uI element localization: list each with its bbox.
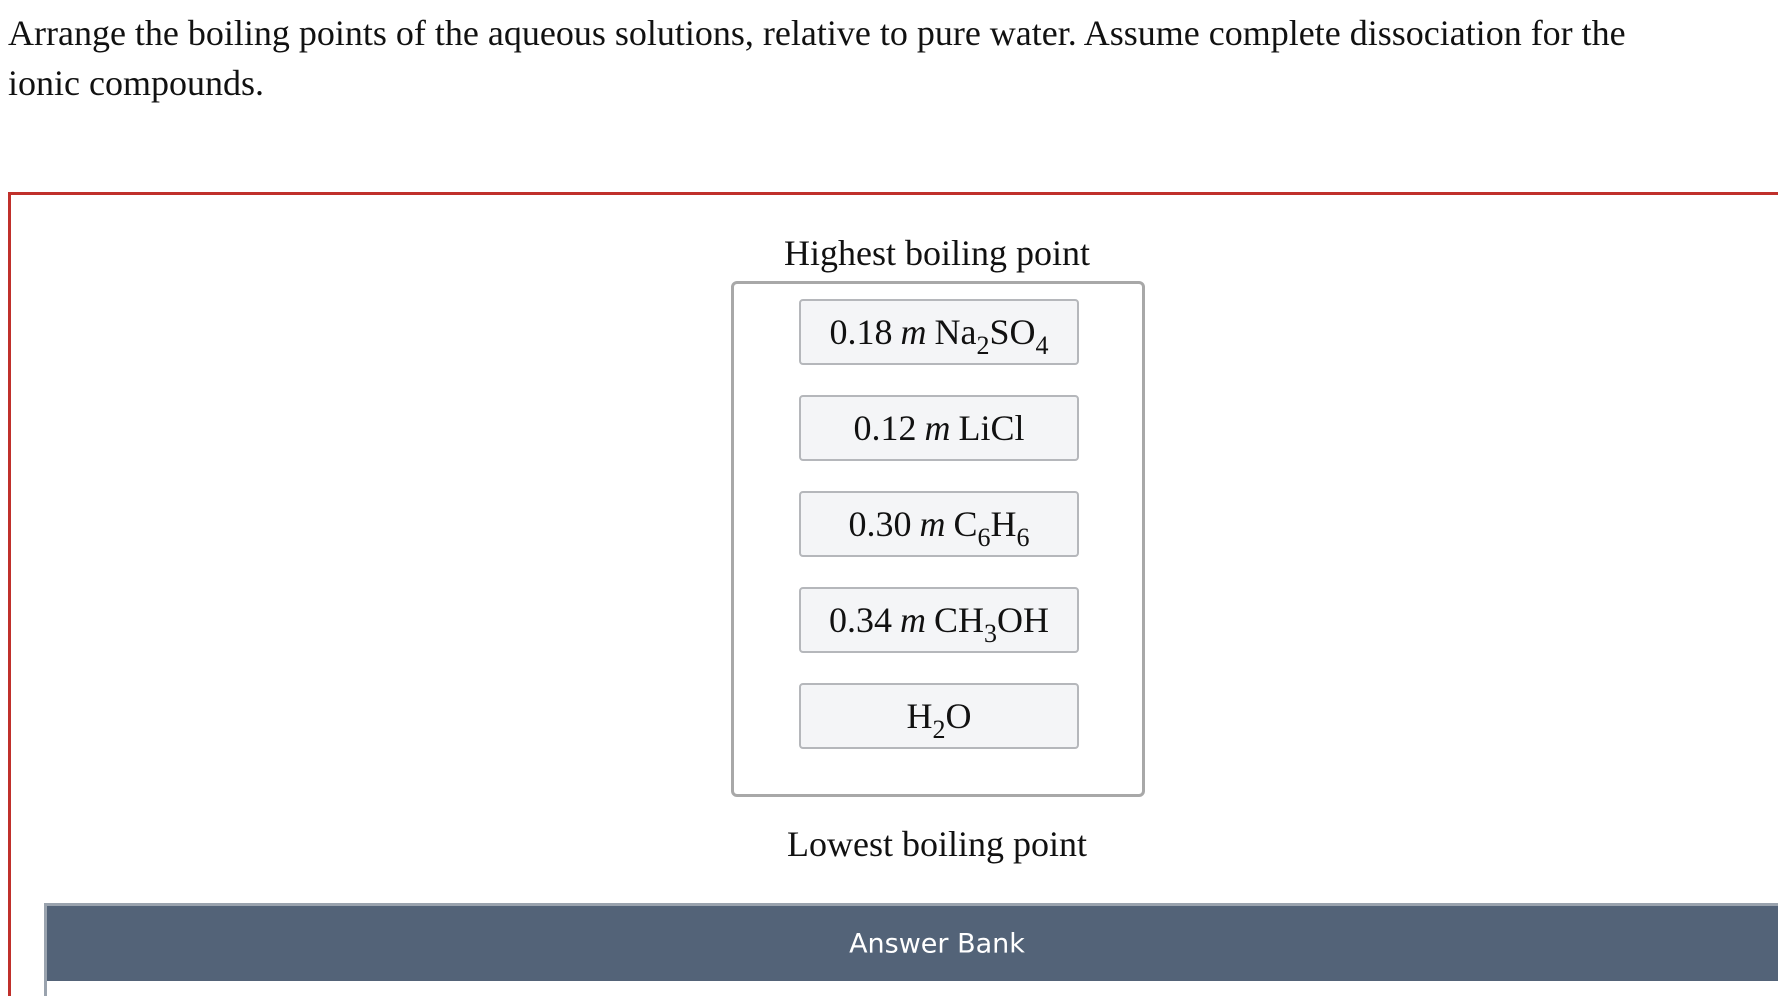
lowest-boiling-point-label: Lowest boiling point (787, 824, 1087, 864)
ranking-item-h2o[interactable] (799, 683, 1079, 749)
formula: $Na_2SO_4$ (934, 312, 1049, 360)
molality-unit: m (899, 600, 926, 640)
ranking-dropzone[interactable] (731, 281, 1145, 797)
molality-unit: m (900, 312, 927, 352)
concentration: 0.34 (828, 600, 892, 640)
ranking-item-ch3oh[interactable] (799, 587, 1079, 653)
formula: $H_2O$ (906, 696, 972, 744)
molality-unit: m (919, 504, 946, 544)
concentration: 0.12 (853, 408, 917, 448)
ranking-item-na2so4[interactable] (799, 299, 1079, 365)
answer-bank-title: Answer Bank (849, 928, 1025, 960)
answer-bank-area[interactable] (44, 981, 1778, 996)
formula: LiCl (958, 408, 1025, 448)
highest-boiling-point-label: Highest boiling point (784, 233, 1090, 273)
question-text: Arrange the boiling points of the aqueous solutions, relative to pure water. Assume complete dissociation for the ionic compounds. (8, 13, 1626, 103)
concentration: 0.30 (848, 504, 912, 544)
molality-unit: m (924, 408, 951, 448)
formula: $C_6H_6$ (953, 504, 1030, 552)
ranking-item-c6h6[interactable] (799, 491, 1079, 557)
concentration: 0.18 (829, 312, 893, 352)
formula: $CH_3OH$ (933, 600, 1049, 648)
ranking-item-licl[interactable] (799, 395, 1079, 461)
